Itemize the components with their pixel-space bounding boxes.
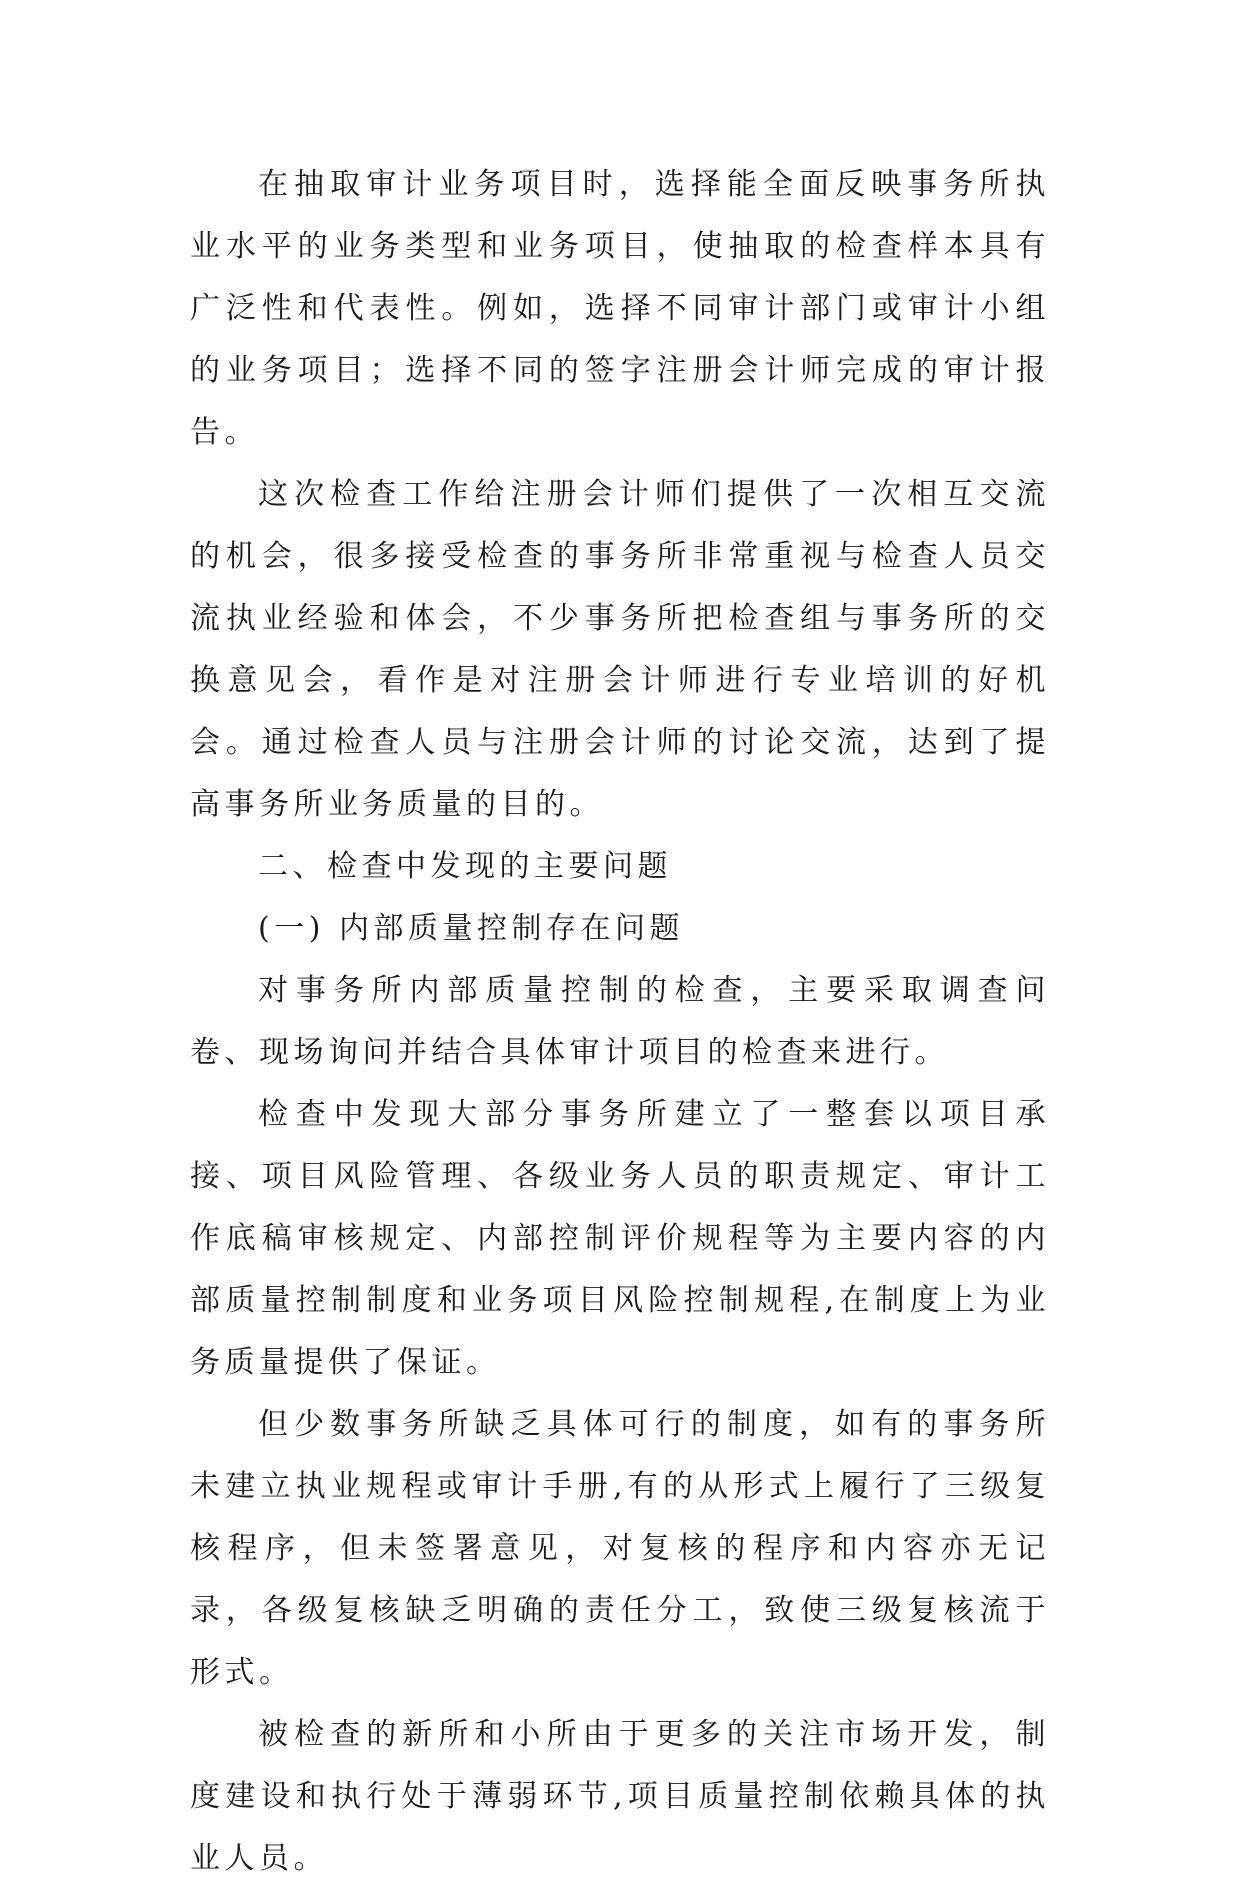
paragraph-control-system: 检查中发现大部分事务所建立了一整套以项目承接、项目风险管理、各级业务人员的职责规定、审计工作底稿审核规定、内部控制评价规程等为主要内容的内部质量控制制度和业务项目风险控制规程,在制度上为业务质量提供了保证。 [190,1097,1050,1380]
paragraph-exchange: 这次检查工作给注册会计师们提供了一次相互交流的机会，很多接受检查的事务所非常重视与检查人员交流执业经验和体会，不少事务所把检查组与事务所的交换意见会，看作是对注册会计师进行专业培训的好机会。通过检查人员与注册会计师的讨论交流，达到了提高事务所业务质量的目的。 [190,477,1050,822]
document-page [190,154,1050,1890]
paragraph-deficiencies: 但少数事务所缺乏具体可行的制度，如有的事务所未建立执业规程或审计手册,有的从形式上履行了三级复核程序，但未签署意见，对复核的程序和内容亦无记录，各级复核缺乏明确的责任分工，致使三级复核流于形式。 [190,1407,1050,1690]
paragraph-sampling: 在抽取审计业务项目时，选择能全面反映事务所执业水平的业务类型和业务项目，使抽取的检查样本具有广泛性和代表性。例如，选择不同审计部门或审计小组的业务项目；选择不同的签字注册会计师完成的审计报告。 [190,167,1050,450]
paragraph-inspection-method: 对事务所内部质量控制的检查，主要采取调查问卷、现场询问并结合具体审计项目的检查来进行。 [190,973,1050,1070]
paragraph-small-firms: 被检查的新所和小所由于更多的关注市场开发，制度建设和执行处于薄弱环节,项目质量控制依赖具体的执业人员。 [190,1717,1050,1876]
subsection-heading: (一) 内部质量控制存在问题 [258,911,684,946]
section-heading: 二、检查中发现的主要问题 [258,849,672,884]
